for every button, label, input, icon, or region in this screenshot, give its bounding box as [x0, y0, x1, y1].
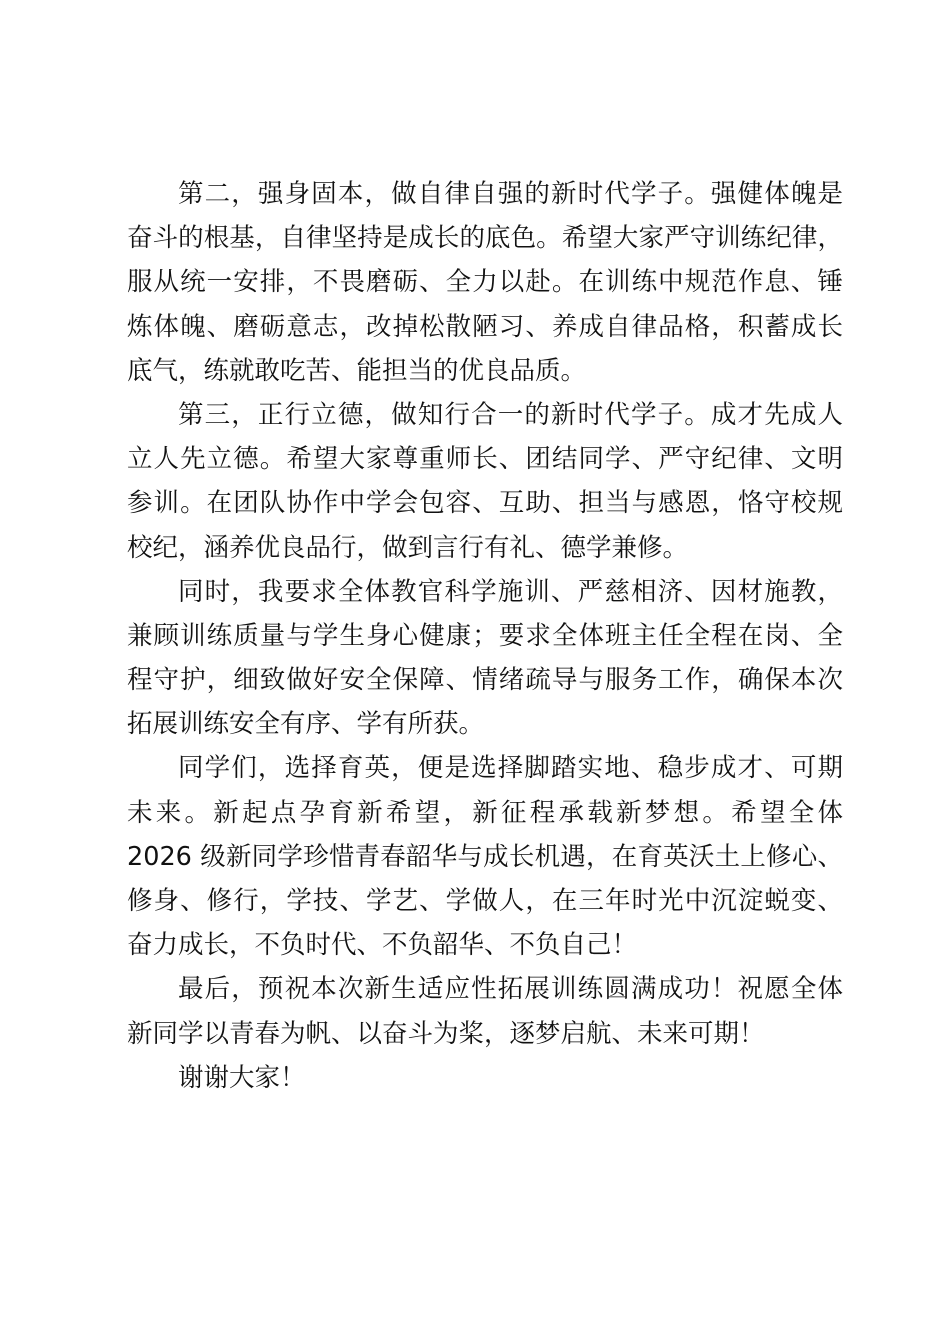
paragraph-line: 修身、修行，学技、学艺、学做人，在三年时光中沉淀蜕变、	[127, 886, 843, 916]
paragraph-line: 奋力成长，不负时代、不负韶华、不负自己！	[127, 930, 638, 961]
paragraph-line: 炼体魄、磨砺意志，改掉松散陋习、养成自律品格，积蓄成长	[127, 311, 843, 342]
paragraph-line: 第二，强身固本，做自律自强的新时代学子。强健体魄是	[178, 179, 843, 209]
paragraph-line: 底气，练就敢吃苦、能担当的优良品质。	[127, 355, 587, 386]
paragraph-line: 第三，正行立德，做知行合一的新时代学子。成才先成人	[178, 399, 843, 430]
paragraph-line: 新同学以青春为帆、以奋斗为桨，逐梦启航、未来可期！	[127, 1018, 765, 1049]
paragraph-line: 同学们，选择育英，便是选择脚踏实地、稳步成才、可期	[178, 753, 843, 784]
paragraph-line: 拓展训练安全有序、学有所获。	[127, 709, 485, 740]
paragraph-line: 奋斗的根基，自律坚持是成长的底色。希望大家严守训练纪律，	[127, 223, 843, 254]
paragraph-line: 兼顾训练质量与学生身心健康；要求全体班主任全程在岗、全	[127, 620, 843, 651]
paragraph-line: 参训。在团队协作中学会包容、互助、担当与感恩，恪守校规	[127, 488, 843, 519]
paragraph-line: 校纪，涵养优良品行，做到言行有礼、德学兼修。	[127, 532, 689, 563]
paragraph-line: 服从统一安排，不畏磨砺、全力以赴。在训练中规范作息、锤	[127, 267, 843, 298]
paragraph-line: 同时，我要求全体教官科学施训、严慈相济、因材施教，	[178, 576, 843, 607]
document-body	[127, 172, 843, 1100]
paragraph-line: 程守护，细致做好安全保障、情绪疏导与服务工作，确保本次	[127, 665, 843, 696]
closing-line: 谢谢大家！	[178, 1062, 306, 1093]
paragraph-line: 2026 级新同学珍惜青春韶华与成长机遇，在育英沃土上修心、	[127, 841, 843, 872]
paragraph-line: 未来。新起点孕育新希望，新征程承载新梦想。希望全体	[127, 797, 843, 828]
paragraph-line: 最后，预祝本次新生适应性拓展训练圆满成功！祝愿全体	[178, 974, 843, 1005]
paragraph-line: 立人先立德。希望大家尊重师长、团结同学、严守纪律、文明	[127, 444, 843, 475]
